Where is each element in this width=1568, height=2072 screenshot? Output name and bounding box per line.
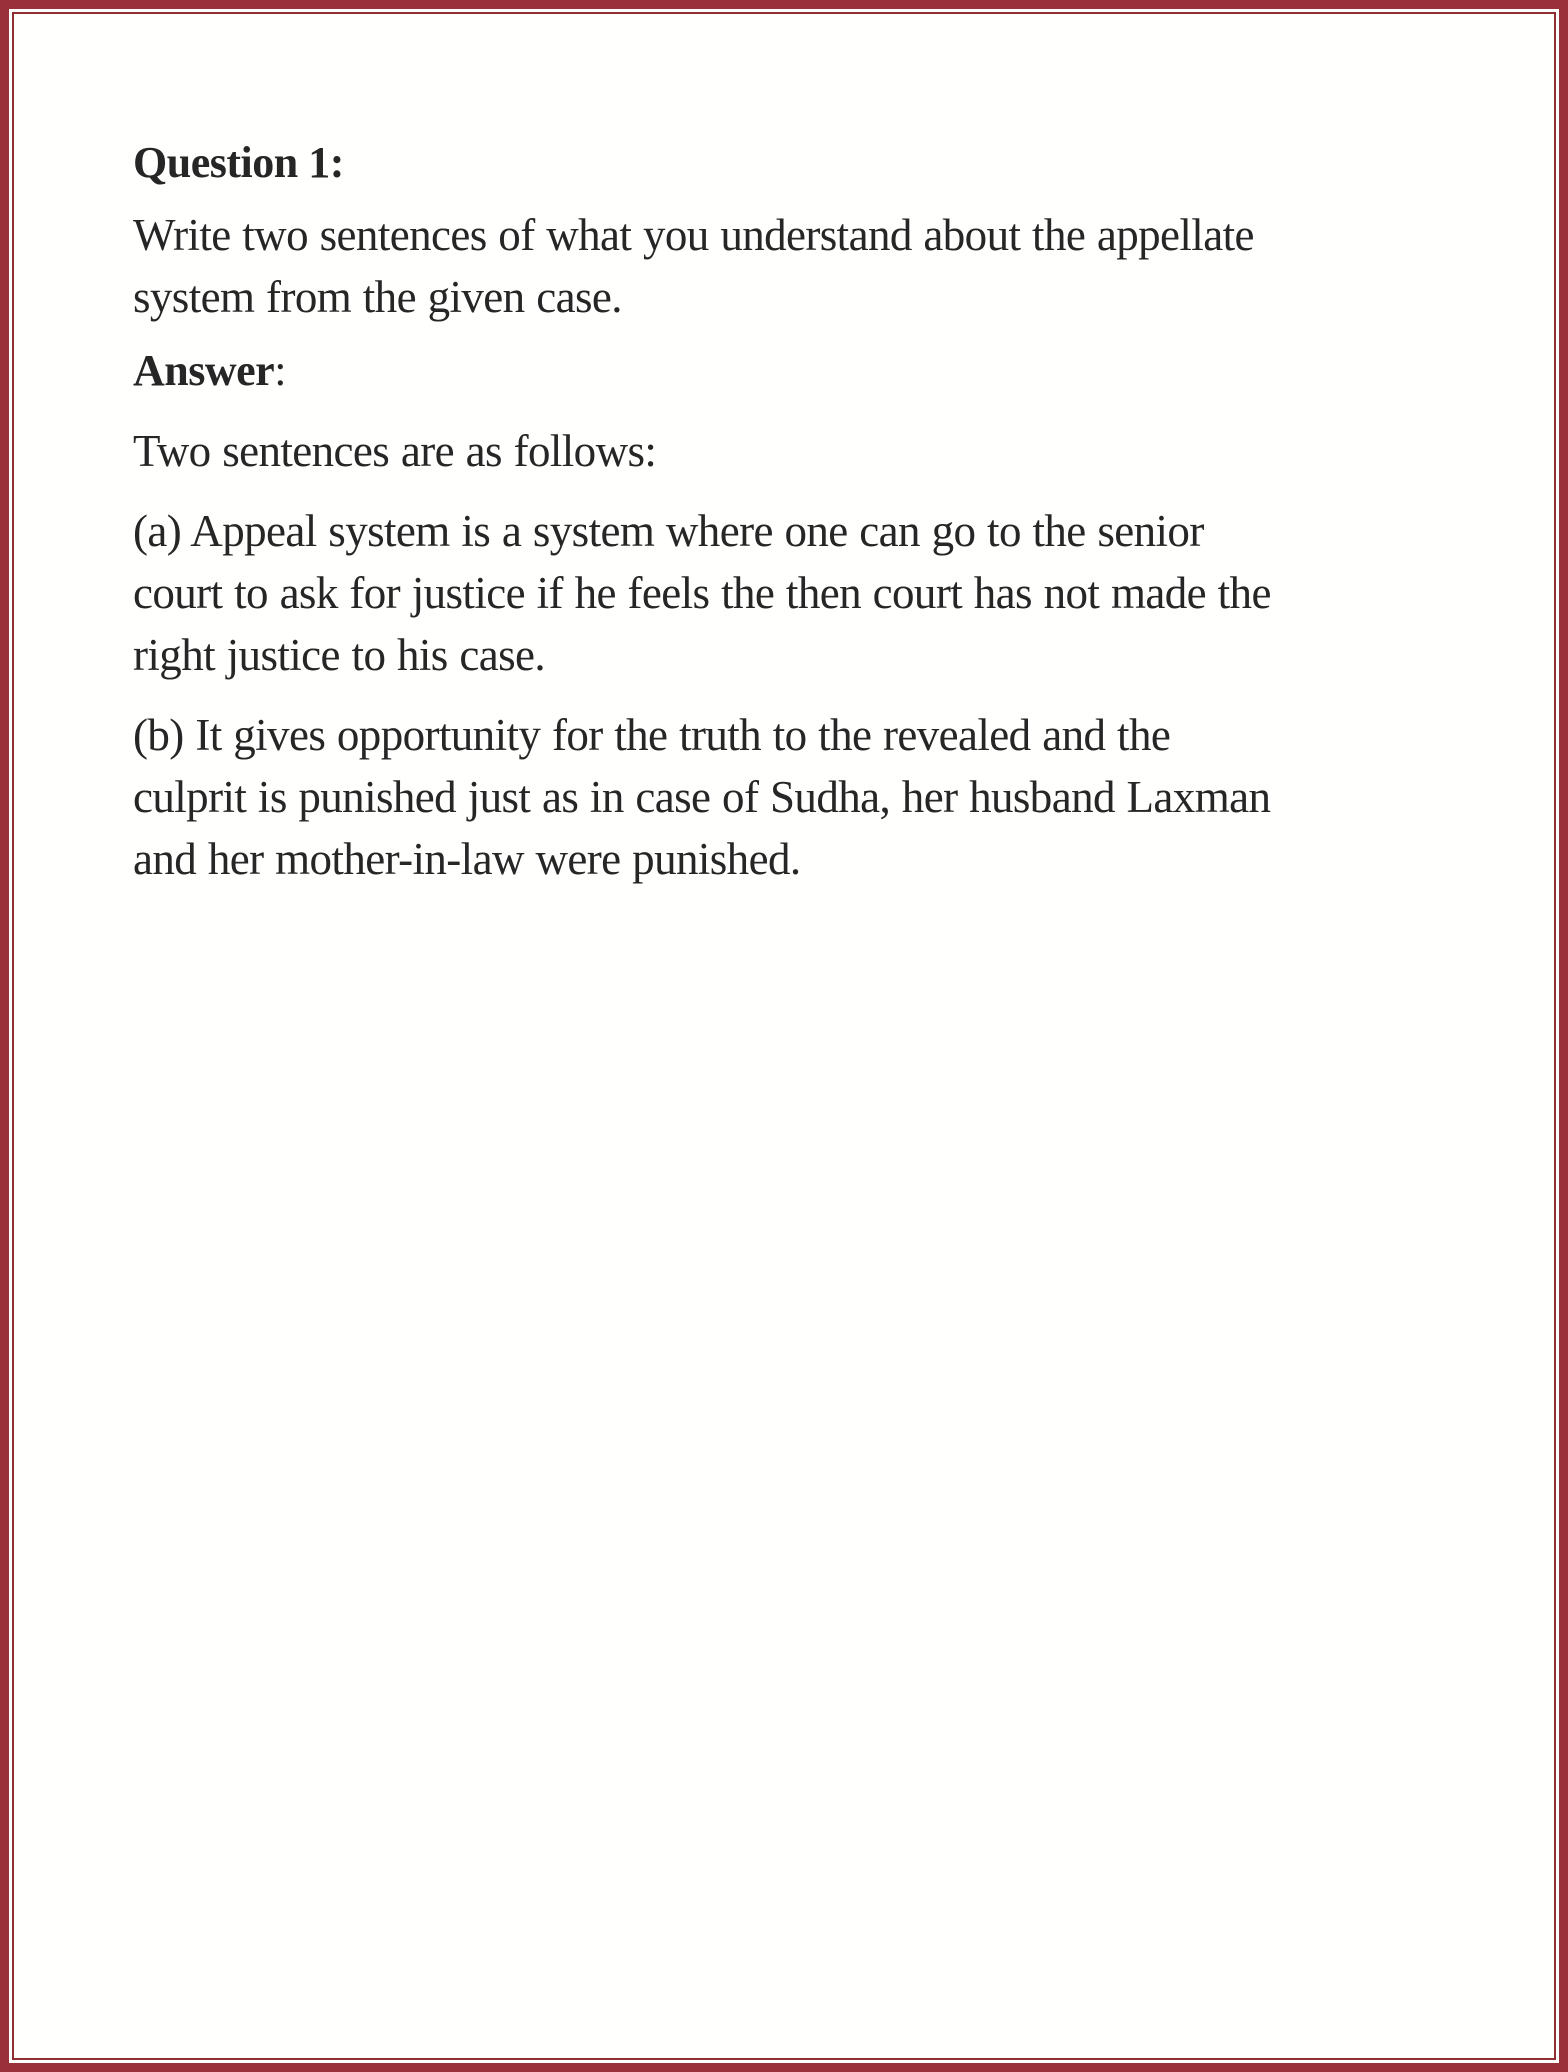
answer-item-a (133, 500, 1453, 686)
document-content (133, 132, 1453, 890)
answer-intro: Two sentences are as follows: (133, 426, 657, 476)
answer-line: (a) Appeal system is a system where one can go to the senior (133, 506, 1204, 556)
answer-colon: : (274, 346, 286, 395)
answer-line: (b) It gives opportunity for the truth to the revealed and the (133, 710, 1171, 760)
answer-label: Answer (133, 346, 275, 395)
question-line: system from the given case. (133, 272, 622, 322)
answer-line: culprit is punished just as in case of Sudha, her husband Laxman (133, 772, 1271, 822)
answer-heading (133, 340, 1453, 402)
answer-line: right justice to his case. (133, 630, 546, 680)
question-line: Write two sentences of what you understand about the appellate (133, 210, 1254, 260)
question-heading: Question 1: (133, 138, 344, 187)
question-text (133, 204, 1453, 328)
answer-line: court to ask for justice if he feels the then court has not made the (133, 568, 1271, 618)
answer-line: and her mother-in-law were punished. (133, 834, 801, 884)
answer-item-b (133, 704, 1453, 890)
